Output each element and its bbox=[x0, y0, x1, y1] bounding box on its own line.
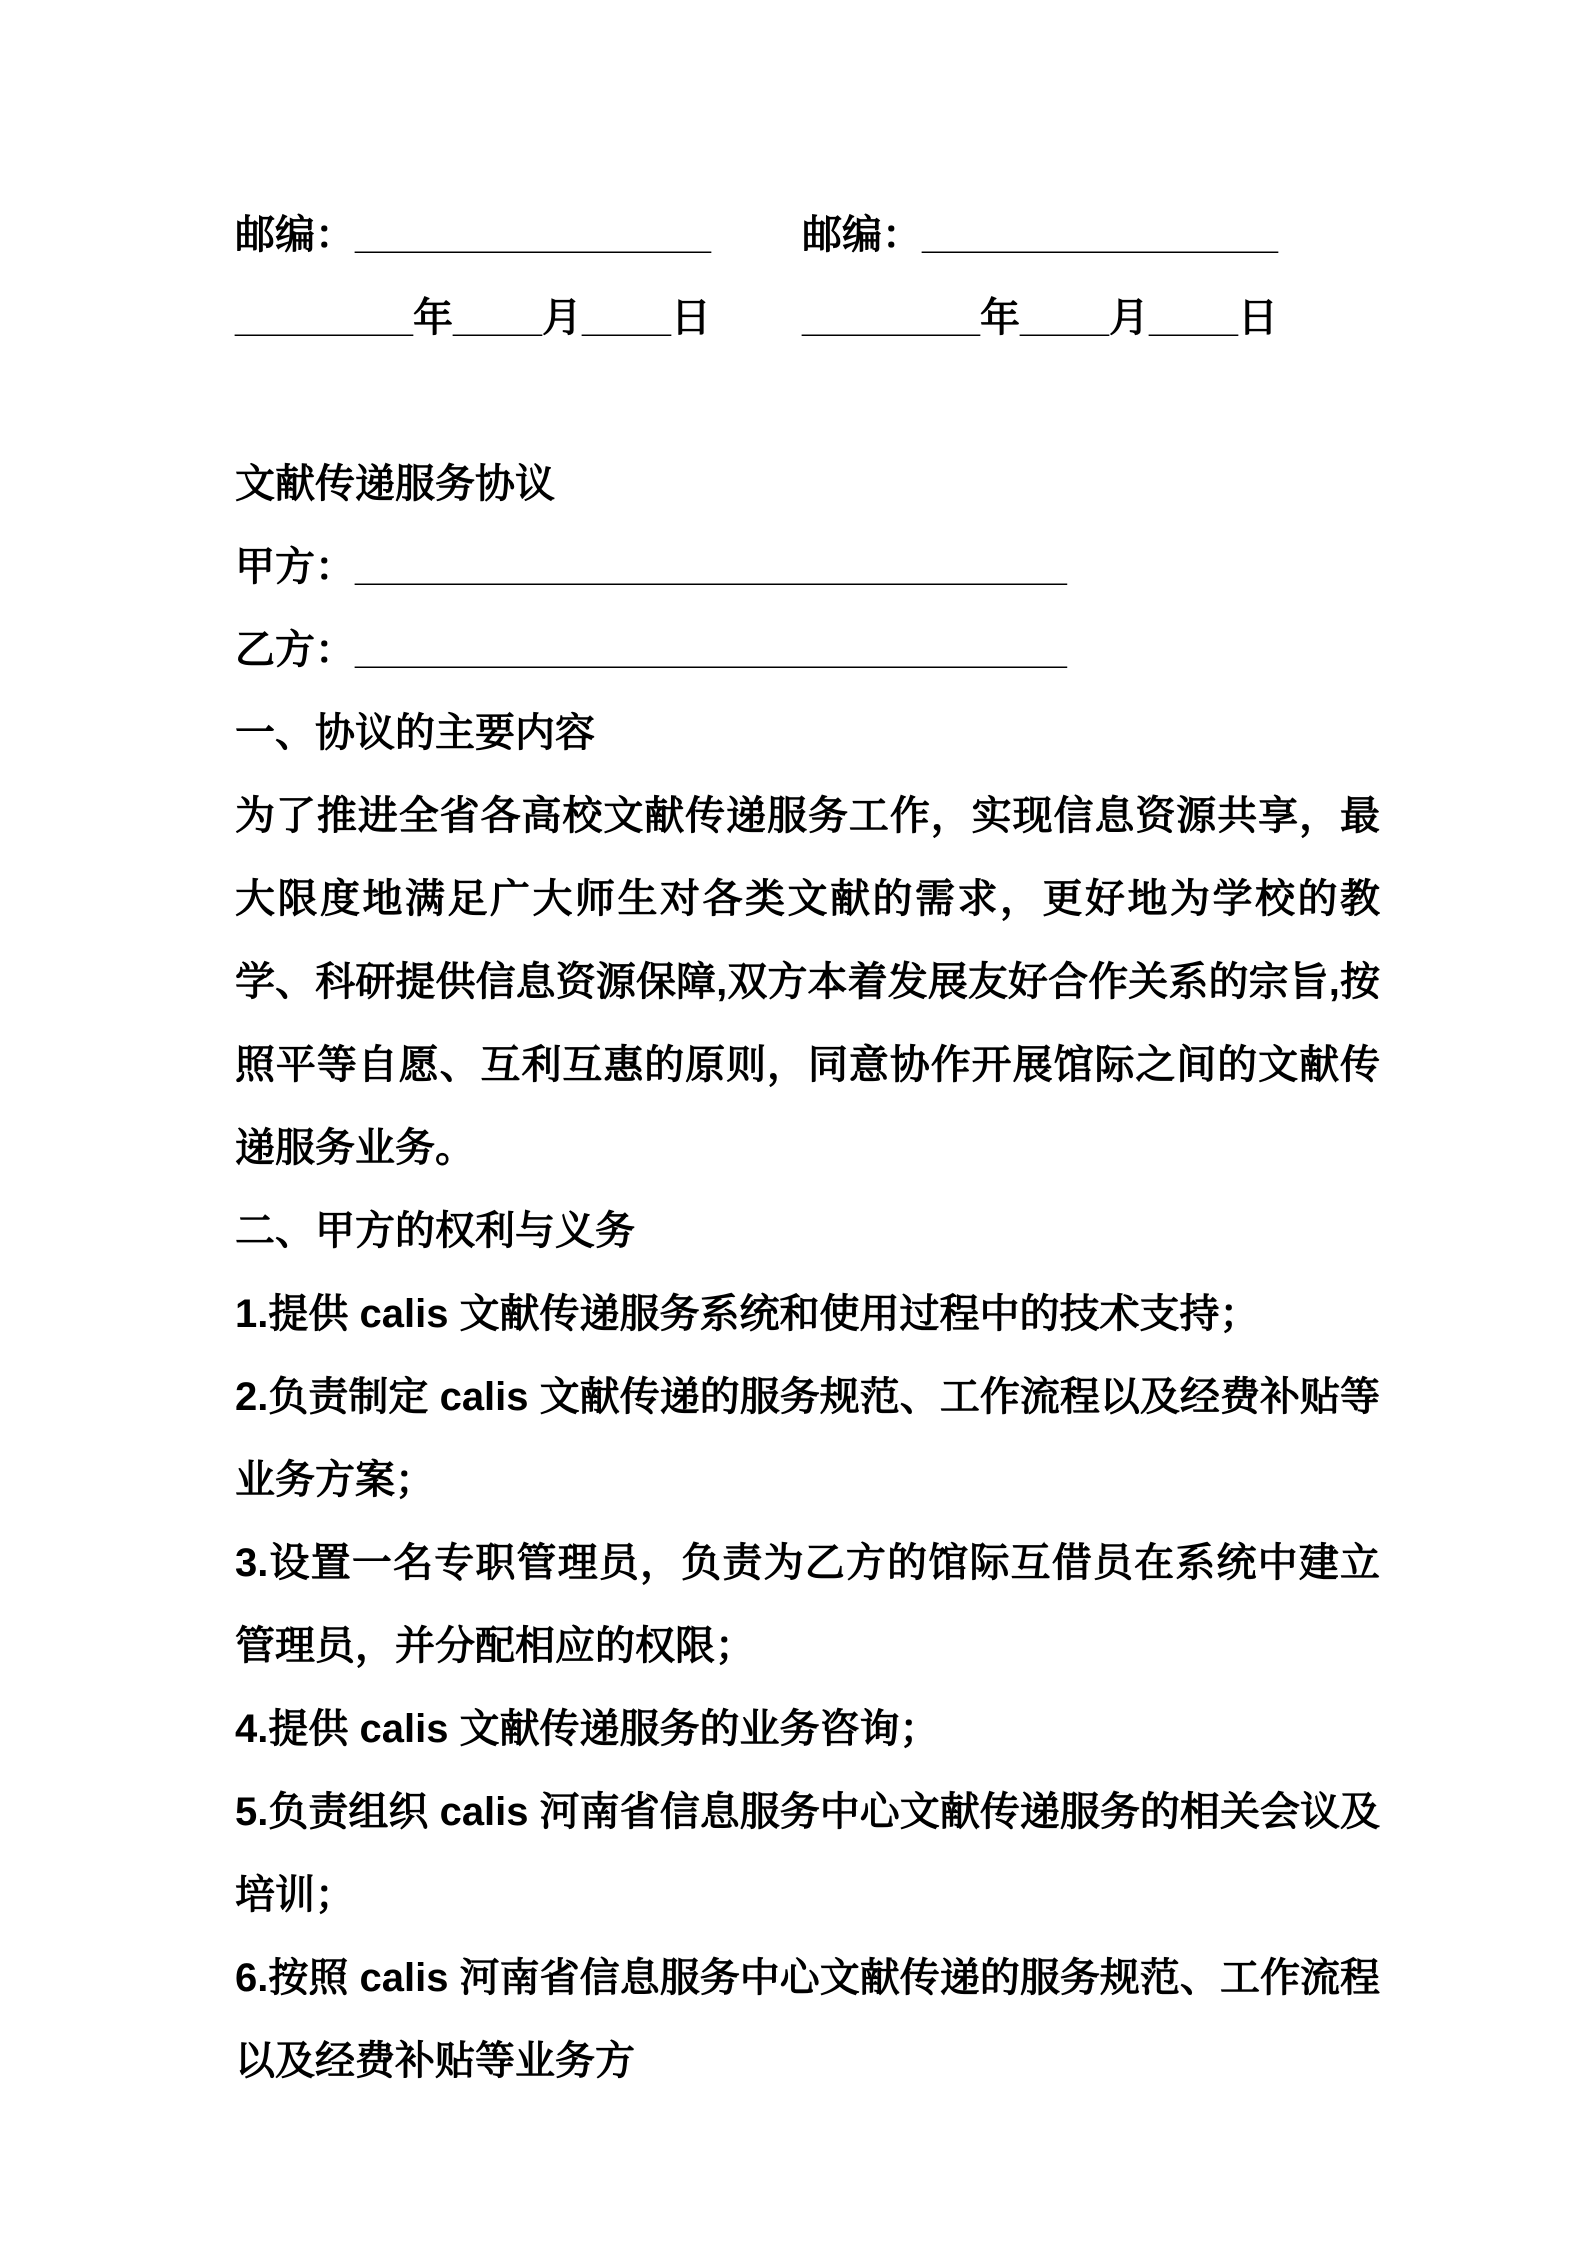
section-2-item-1: 1.提供 calis 文献传递服务系统和使用过程中的技术支持； bbox=[235, 1292, 1260, 1336]
section-2-item-3: 3.设置一名专职管理员，负责为乙方的馆际互借员在系统中建立管理员，并分配相应的权限； bbox=[235, 1541, 1380, 1668]
header-left-column bbox=[235, 194, 802, 360]
header bbox=[235, 194, 1380, 360]
document-content bbox=[235, 194, 1380, 2103]
document-title: 文献传递服务协议 bbox=[235, 462, 555, 506]
section-1-heading: 一、协议的主要内容 bbox=[235, 711, 595, 755]
postal-code-label: 邮编： bbox=[802, 213, 922, 257]
postal-code-line-left bbox=[235, 194, 802, 277]
header-right-column bbox=[802, 194, 1380, 360]
party-a-blank: ________________________________ bbox=[355, 545, 1067, 589]
section-2-heading: 二、甲方的权利与义务 bbox=[235, 1209, 635, 1253]
party-b-label: 乙方： bbox=[235, 628, 355, 672]
section-2-item-2: 2.负责制定 calis 文献传递的服务规范、工作流程以及经费补贴等业务方案； bbox=[235, 1375, 1380, 1502]
party-a-line bbox=[235, 526, 1380, 609]
section-1-paragraph: 为了推进全省各高校文献传递服务工作，实现信息资源共享，最大限度地满足广大师生对各类文献的需求，更好地为学校的教学、科研提供信息资源保障,双方本着发展友好合作关系的宗旨,按照平等自愿、互利互惠的原则，同意协作开展馆际之间的文献传递服务业务。 bbox=[235, 794, 1380, 1170]
party-a-label: 甲方： bbox=[235, 545, 355, 589]
postal-code-line-right bbox=[802, 194, 1380, 277]
blank-line bbox=[235, 360, 1380, 443]
party-b-line bbox=[235, 609, 1380, 692]
postal-code-blank: ________________ bbox=[355, 213, 711, 257]
postal-code-label: 邮编： bbox=[235, 213, 355, 257]
date-line-left: ________年____月____日 bbox=[235, 296, 711, 340]
section-2-item-4: 4.提供 calis 文献传递服务的业务咨询； bbox=[235, 1707, 940, 1751]
party-b-blank: ________________________________ bbox=[355, 628, 1067, 672]
section-2-item-6: 6.按照 calis 河南省信息服务中心文献传递的服务规范、工作流程以及经费补贴等业务方 bbox=[235, 1956, 1380, 2083]
section-2-item-5: 5.负责组织 calis 河南省信息服务中心文献传递服务的相关会议及培训； bbox=[235, 1790, 1380, 1917]
date-line-right: ________年____月____日 bbox=[802, 296, 1278, 340]
postal-code-blank: ________________ bbox=[922, 213, 1278, 257]
